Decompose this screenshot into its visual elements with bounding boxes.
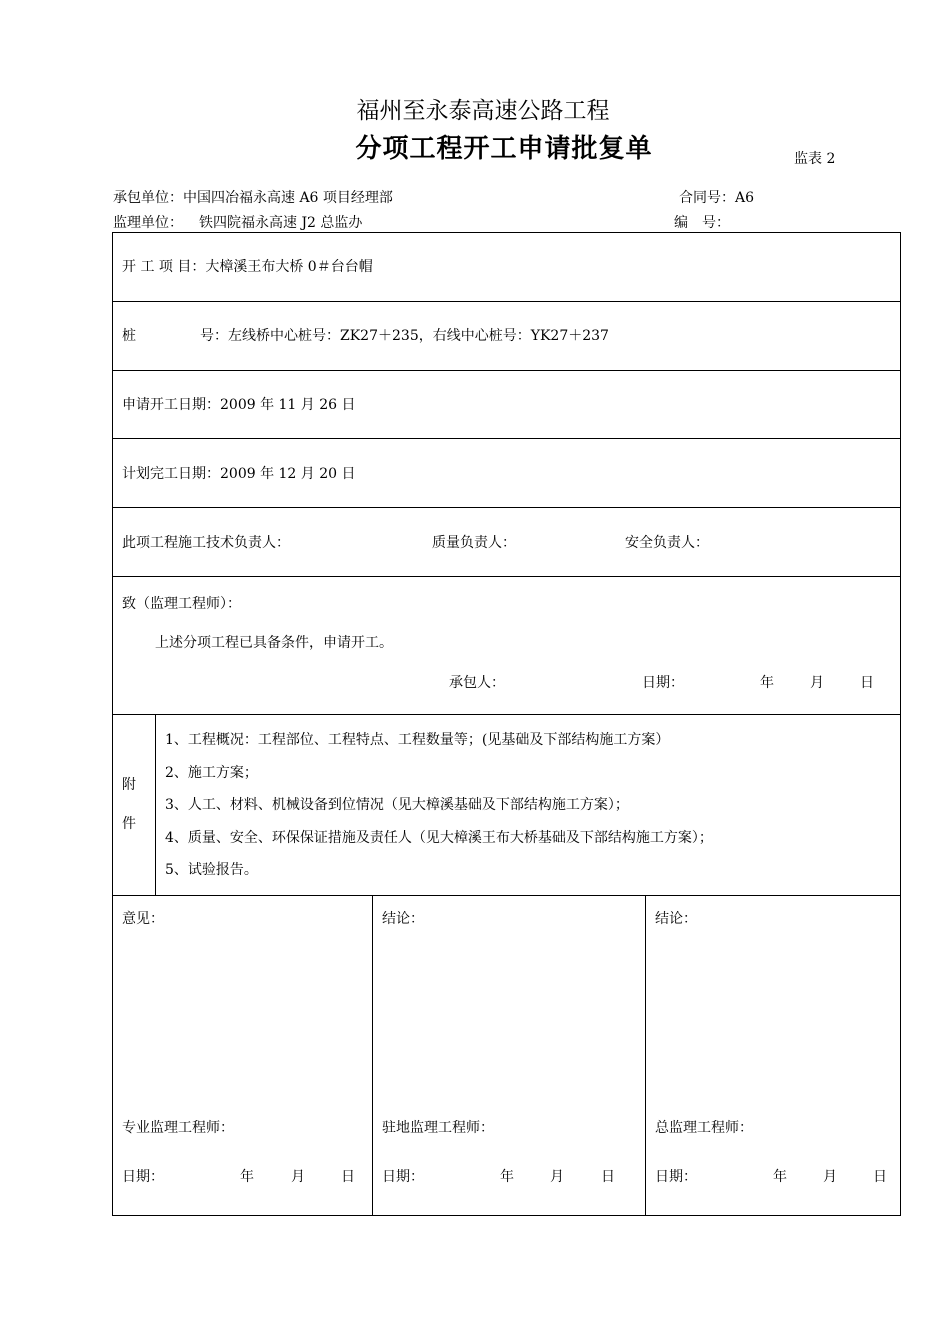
request-month-label: 月 <box>810 675 824 691</box>
col2-month-label: 月 <box>550 1169 564 1185</box>
attachment-item: 3、人工、材料、机械设备到位情况（见大樟溪基础及下部结构施工方案）； <box>165 797 629 813</box>
safety-lead-label: 安全负责人： <box>625 535 709 551</box>
supervisor-value: 铁四院福永高速 J2 总监办 <box>199 215 363 231</box>
col2-year-label: 年 <box>500 1169 514 1185</box>
table-border-left <box>112 232 113 1216</box>
resident-conclusion-heading: 结论： <box>382 911 424 927</box>
row-divider <box>112 507 901 508</box>
contractor-label: 承包单位： <box>113 190 183 206</box>
approval-divider <box>372 895 373 1215</box>
contract-no-label: 合同号： <box>679 190 735 206</box>
col3-date-label: 日期： <box>655 1169 697 1185</box>
request-body: 上述分项工程已具备条件，申请开工。 <box>155 635 393 651</box>
contract-no-line <box>679 187 754 207</box>
col2-day-label: 日 <box>601 1169 615 1185</box>
planned-finish-date: 计划完工日期：2009 年 12 月 20 日 <box>122 466 356 482</box>
row-divider <box>112 576 901 577</box>
chief-engineer-label: 总监理工程师： <box>655 1120 753 1136</box>
col1-month-label: 月 <box>291 1169 305 1185</box>
station-label: 桩 <box>122 328 136 344</box>
request-day-label: 日 <box>860 675 874 691</box>
attachment-label-1: 附 <box>122 777 136 793</box>
attachment-item: 4、质量、安全、环保保证措施及责任人（见大樟溪王布大桥基础及下部结构施工方案）； <box>165 830 713 846</box>
serial-no-label: 编 号： <box>674 215 730 231</box>
form-number: 监表 2 <box>794 151 836 167</box>
col2-date-label: 日期： <box>382 1169 424 1185</box>
contractor-value: 中国四冶福永高速 A6 项目经理部 <box>183 190 393 206</box>
table-border-top <box>112 232 901 233</box>
row-divider <box>112 438 901 439</box>
row-divider <box>112 895 901 896</box>
attachment-label-2: 件 <box>122 816 136 832</box>
row-divider <box>112 301 901 302</box>
supervisor-label: 监理单位： <box>113 215 183 231</box>
request-date-label: 日期： <box>642 675 684 691</box>
contractor-signature-label: 承包人： <box>449 675 505 691</box>
col3-day-label: 日 <box>873 1169 887 1185</box>
col3-year-label: 年 <box>773 1169 787 1185</box>
row-divider <box>112 714 901 715</box>
chief-conclusion-heading: 结论： <box>655 911 697 927</box>
attachment-item: 5、试验报告。 <box>165 862 258 878</box>
attachment-item: 1、工程概况：工程部位、工程特点、工程数量等；(见基础及下部结构施工方案） <box>165 732 670 748</box>
request-year-label: 年 <box>760 675 774 691</box>
request-addressee: 致（监理工程师）： <box>122 596 241 612</box>
tech-lead-label: 此项工程施工技术负责人： <box>122 535 290 551</box>
contractor-line <box>113 187 393 207</box>
form-title: 分项工程开工申请批复单 <box>355 134 653 164</box>
project-name: 开 工 项 目：大樟溪王布大桥 0＃台台帽 <box>122 259 373 275</box>
station-number: 号：左线桥中心桩号：ZK27＋235，右线中心桩号：YK27＋237 <box>200 328 609 344</box>
contract-no-value: A6 <box>735 190 755 206</box>
col1-day-label: 日 <box>341 1169 355 1185</box>
attachment-item: 2、施工方案； <box>165 765 258 781</box>
opinion-heading: 意见： <box>122 911 164 927</box>
col3-month-label: 月 <box>823 1169 837 1185</box>
table-border-bottom <box>112 1215 901 1216</box>
col1-date-label: 日期： <box>122 1169 164 1185</box>
document-title: 福州至永泰高速公路工程 <box>356 98 610 124</box>
attachment-divider <box>155 714 156 895</box>
specialist-engineer-label: 专业监理工程师： <box>122 1120 234 1136</box>
supervisor-line <box>113 212 362 232</box>
resident-engineer-label: 驻地监理工程师： <box>382 1120 494 1136</box>
approval-divider <box>645 895 646 1215</box>
apply-start-date: 申请开工日期：2009 年 11 月 26 日 <box>122 397 356 413</box>
table-border-right <box>900 232 901 1216</box>
row-divider <box>112 370 901 371</box>
quality-lead-label: 质量负责人： <box>432 535 516 551</box>
col1-year-label: 年 <box>240 1169 254 1185</box>
